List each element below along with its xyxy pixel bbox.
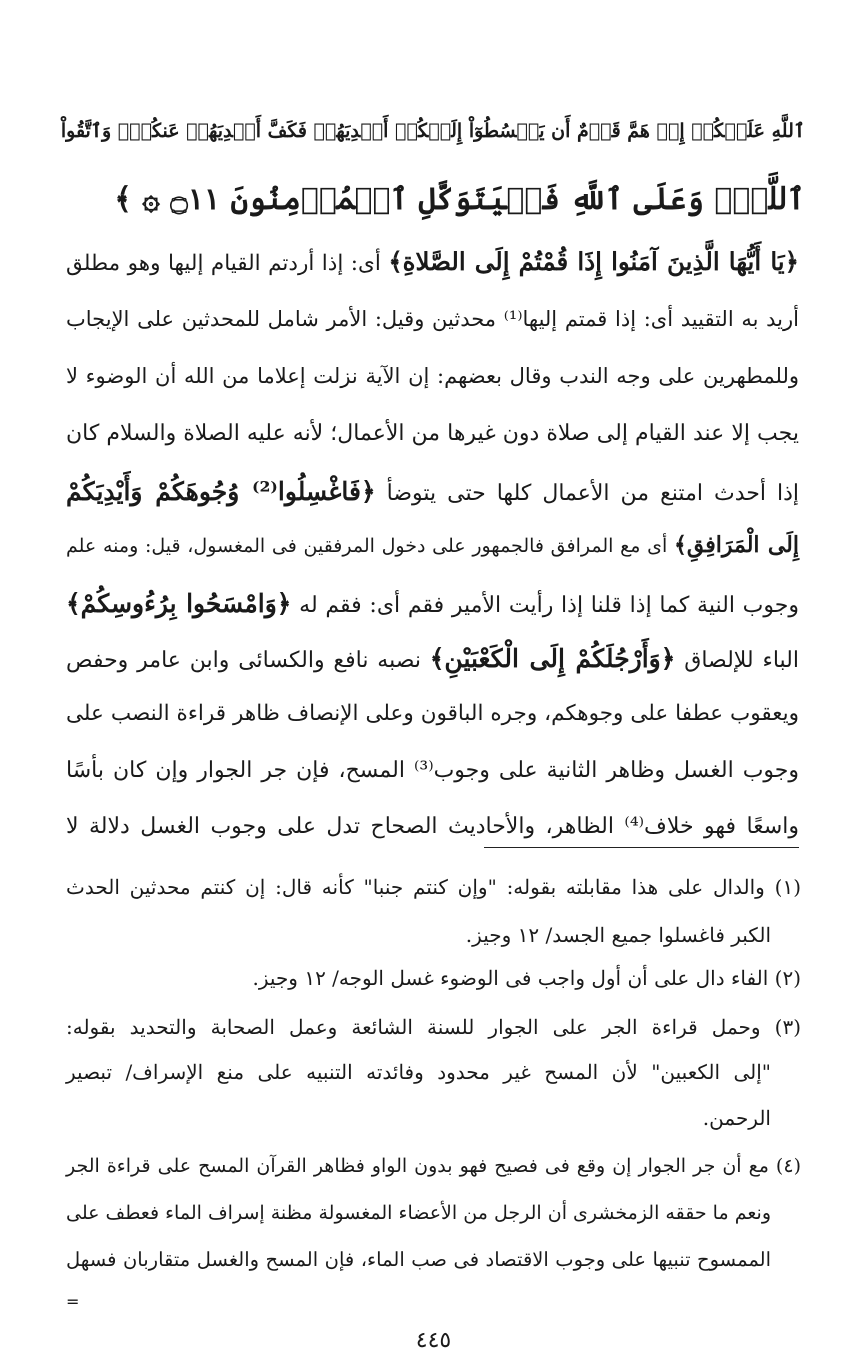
footnote-2: (٢) الفاء دال على أن أول واجب فى الوضوء غسل الوجه/ ١٢ وجيز. bbox=[252, 966, 801, 990]
commentary-text: أى مع المرافق فالجمهور على دخول المرفقين فى المغسول، قيل: ومنه علم bbox=[66, 535, 668, 557]
body-line-11: واسعًا فهو خلاف⁽⁴⁾ الظاهر، والأحاديث الصحاح تدل على وجوب الغسل دلالة لا bbox=[66, 814, 799, 839]
quran-verse-line-2: ٱللَّهَۚ وَعَلَى ٱللَّهِ فَلۡيَتَوَكَّلِ ٱلۡمُؤۡمِنُونَ ۝١١ ۞ ﴾ bbox=[114, 182, 805, 217]
body-line-5 bbox=[66, 479, 799, 505]
footnote-3-line-1: (٣) وحمل قراءة الجر على الجوار للسنة الشائعة وعمل الصحابة والتحديد بقوله: bbox=[66, 1015, 801, 1039]
footnote-1-line-1: (١) والدال على هذا مقابلته بقوله: "وإن كنتم جنبا" كأنه قال: إن كنتم محدثين الحدث bbox=[66, 875, 801, 899]
body-line-4: يجب إلا عند القيام إلى صلاة دون غيرها من الأعمال؛ لأنه عليه الصلاة والسلام كان bbox=[66, 421, 799, 446]
body-line-1 bbox=[66, 247, 799, 276]
footnote-3-line-2: "إلى الكعبين" لأن المسح غير محدود وفائدته التنبيه على منع الإسراف/ تبصير bbox=[66, 1060, 771, 1084]
commentary-text: الباء للإلصاق bbox=[684, 648, 799, 673]
footnote-4-line-3: الممسوح تنبيها على وجوب الاقتصاد فى صب الماء، فإن المسح والغسل متقاربان فسهل bbox=[66, 1248, 771, 1271]
commentary-text: أى: إذا أردتم القيام إليها وهو مطلق bbox=[66, 251, 381, 276]
ayah-quote: ﴿وَأَرْجُلَكُمْ إِلَى الْكَعْبَيْنِ﴾ bbox=[429, 644, 676, 673]
body-line-7 bbox=[66, 591, 799, 617]
body-line-2: أريد به التقييد أى: إذا قمتم إليها⁽¹⁾ محدثين وقيل: الأمر شامل للمحدثين على الإيجاب bbox=[66, 307, 799, 331]
ayah-quote: ﴿يَا أَيُّهَا الَّذِينَ آمَنُوا إِذَا قُمْتُمْ إِلَى الصَّلاةِ﴾ bbox=[388, 247, 799, 276]
commentary-text: إذا أحدث امتنع من الأعمال كلها حتى يتوضأ bbox=[386, 481, 799, 506]
page-number: ٤٤٥ bbox=[415, 1328, 452, 1353]
quran-verse-line-1: ٱللَّهِ عَلَيۡكُمۡ إِذۡ هَمَّ قَوۡمٌ أَن يَبۡسُطُوٓاْ إِلَيۡكُمۡ أَيۡدِيَهُمۡ فَكَفَّ أَيۡدِيَهُمۡ عَنكُمۡۖ وَٱتَّقُواْ bbox=[60, 120, 805, 142]
body-line-10: وجوب الغسل وظاهر الثانية على وجوب⁽³⁾ المسح، فإن جر الجوار وإن كان بأسًا bbox=[66, 758, 799, 783]
body-line-3: وللمطهرين على وجه الندب وقال بعضهم: إن الآية نزلت إعلاما من الله أن الوضوء لا bbox=[66, 364, 799, 388]
commentary-text: نصبه نافع والكسائى وابن عامر وحفص bbox=[66, 648, 421, 673]
commentary-text: وجوب النية كما إذا قلنا إذا رأيت الأمير فقم أى: فقم له bbox=[299, 593, 799, 618]
footnote-1-line-2: الكبر فاغسلوا جميع الجسد/ ١٢ وجيز. bbox=[465, 923, 771, 947]
ayah-quote: إِلَى الْمَرَافِقِ﴾ bbox=[673, 532, 799, 558]
continuation-mark: = bbox=[66, 1292, 80, 1311]
ayah-quote: ﴿فَاغْسِلُوا⁽²⁾ وُجُوهَكُمْ وَأَيْدِيَكُمْ bbox=[66, 477, 376, 506]
body-line-6 bbox=[66, 534, 799, 556]
footnote-4-line-2: ونعم ما حققه الزمخشرى أن الرجل من الأعضاء المغسولة مظنة إسراف الماء فعطف على bbox=[66, 1202, 771, 1224]
footnote-4-line-1: (٤) مع أن جر الجوار إن وقع فى فصيح فهو بدون الواو فظاهر القرآن المسح على قراءة الجر bbox=[66, 1155, 801, 1177]
footnote-separator bbox=[484, 847, 799, 848]
footnote-3-line-3: الرحمن. bbox=[702, 1106, 771, 1130]
body-line-9: ويعقوب عطفا على وجوهكم، وجره الباقون وعلى الإنصاف ظاهر قراءة النصب على bbox=[66, 701, 799, 726]
ayah-quote: ﴿وَامْسَحُوا بِرُءُوسِكُمْ﴾ bbox=[66, 589, 292, 618]
body-line-8 bbox=[66, 646, 799, 672]
